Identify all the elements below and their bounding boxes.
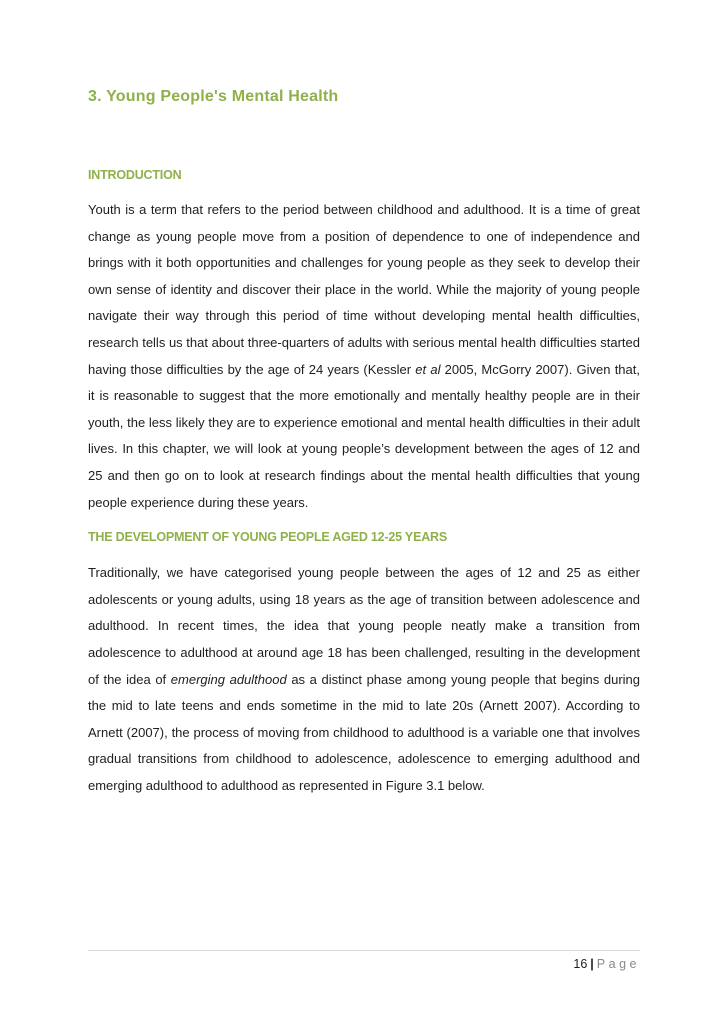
footer-separator: | xyxy=(590,957,594,971)
chapter-title: 3. Young People's Mental Health xyxy=(88,88,339,105)
section-heading-introduction: INTRODUCTION xyxy=(88,168,182,182)
dev-text-part-1: Traditionally, we have categorised young people between the ages of 12 and 25 as either adolescents or young adults, using 18 years as the age of transition between adolescence and adulthood. In recent times, the idea that young people neatly make a transition from adolescence to adulthood at around age 18 has been challenged, resulting in the development of the idea of xyxy=(88,565,640,687)
page-content xyxy=(88,88,640,799)
footer-divider xyxy=(88,950,640,951)
page-number: 16 xyxy=(573,957,588,971)
page-footer xyxy=(573,957,640,971)
page-label: Page xyxy=(596,957,640,971)
introduction-paragraph xyxy=(88,197,640,516)
intro-text-italic: et al xyxy=(415,361,441,377)
intro-text-part-1: Youth is a term that refers to the period between childhood and adulthood. It is a time of great change as young people move from a position of dependence to one of independence and brings with it both opportunities and challenges for young people as they seek to develop their own sense of identity and discover their place in the world. While the majority of young people navigate their way through this period of time without developing mental health difficulties, research tells us that about three-quarters of adults with serious mental health difficulties started having those difficulties by the age of 24 years (Kessler xyxy=(88,202,640,377)
dev-text-part-2: as a distinct phase among young people that begins during the mid to late teens and ends sometime in the mid to late 20s (Arnett 2007). According to Arnett (2007), the process of moving from childhood to adulthood is a variable one that involves gradual transitions from childhood to adolescence, adolescence to emerging adulthood and emerging adulthood to adulthood as represented in Figure 3.1 below. xyxy=(88,671,640,793)
dev-text-italic: emerging adulthood xyxy=(170,671,287,687)
intro-text-part-2: 2005, McGorry 2007). Given that, it is reasonable to suggest that the more emotionally and mentally healthy people are in their youth, the less likely they are to experience emotional and mental health difficulties in their adult lives. In this chapter, we will look at young people’s development between the ages of 12 and 25 and then go on to look at research findings about the mental health difficulties that young people experience during these years. xyxy=(88,361,640,510)
development-paragraph xyxy=(88,560,640,799)
section-heading-development: THE DEVELOPMENT OF YOUNG PEOPLE AGED 12-25 YEARS xyxy=(88,530,447,545)
